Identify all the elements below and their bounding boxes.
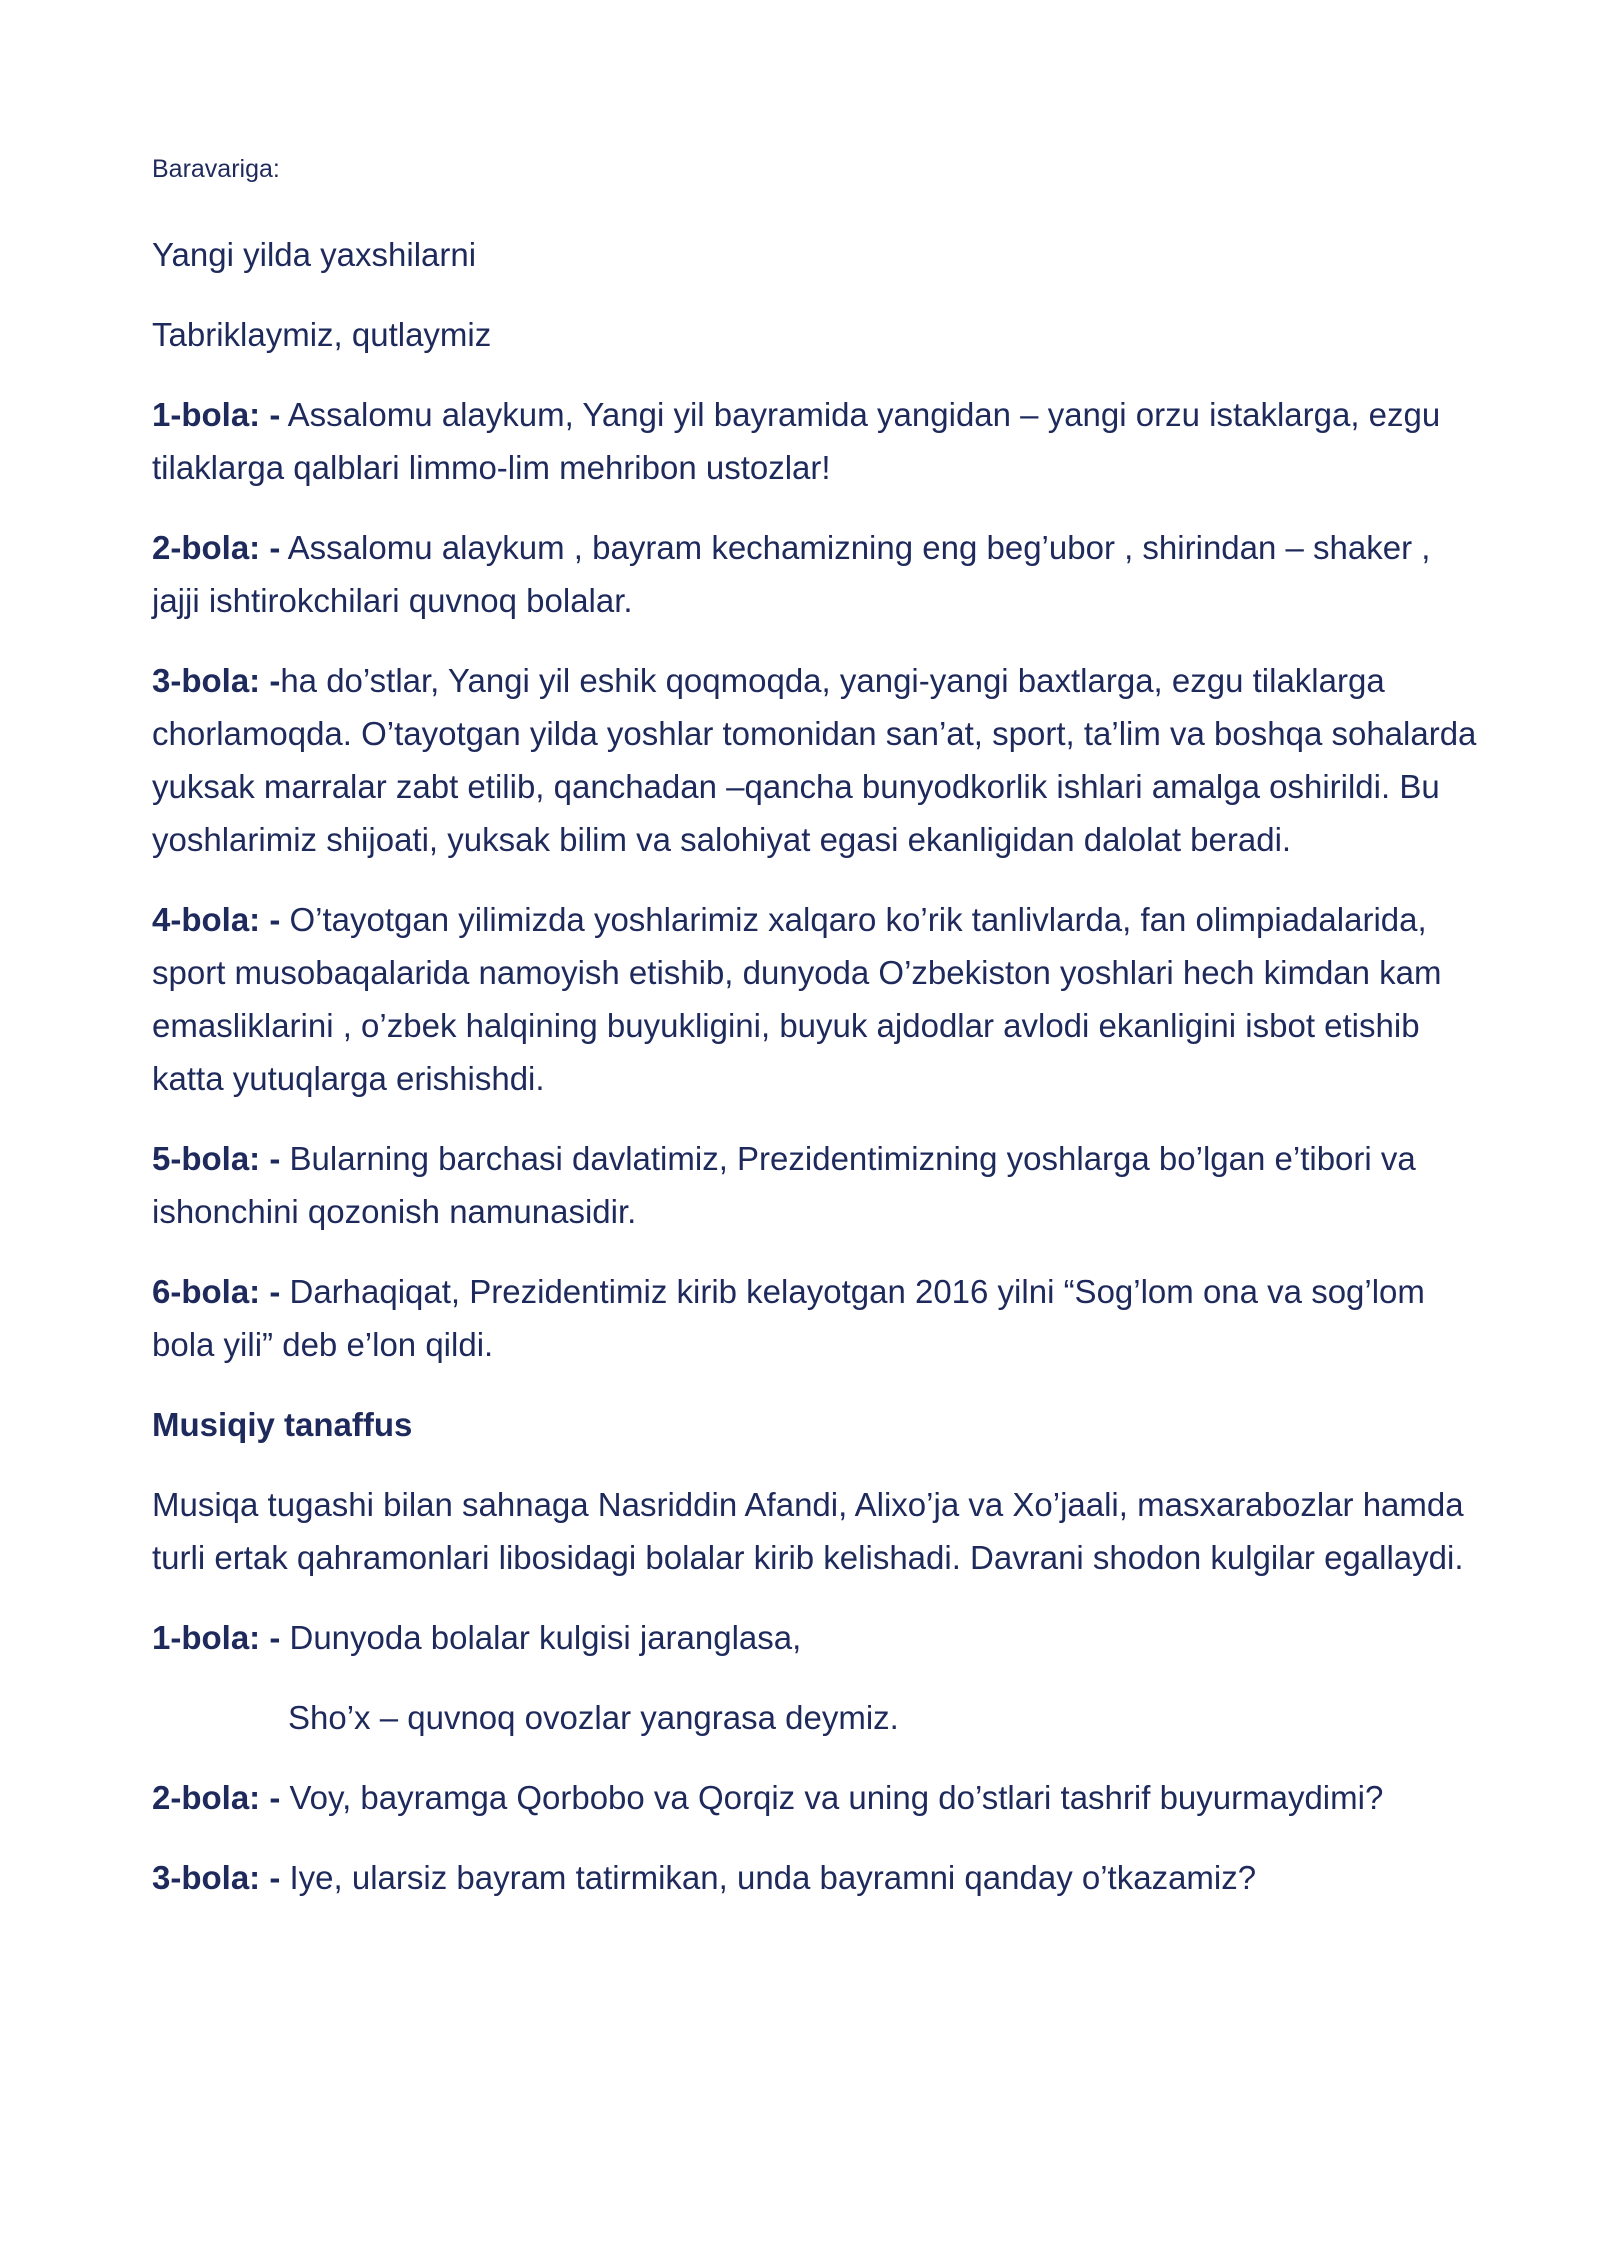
dialog-text: O’tayotgan yilimizda yoshlarimiz xalqaro ko’rik tanlivlarda, fan olimpiadalarida, sport musobaqalarida namoyish etishib, dunyoda O’zbekiston yoshlari hech kimdan kam emasliklarini , o’zbek halqining buyukligini, buyuk ajdodlar avlodi ekanligini isbot etishib katta yutuqlarga erishishdi.	[152, 901, 1442, 1097]
speaker-label: 1-bola: -	[152, 1619, 281, 1656]
dialog-line-3	[152, 654, 1482, 866]
dialog2-line-2	[152, 1771, 1482, 1824]
speaker-label: 1-bola: -	[152, 396, 281, 433]
dialog-text: Darhaqiqat, Prezidentimiz kirib kelayotgan 2016 yilni “Sog’lom ona va sog’lom bola yili” deb e’lon qildi.	[152, 1273, 1425, 1363]
poem-line-2: Tabriklaymiz, qutlaymiz	[152, 316, 492, 353]
dialog-text: Assalomu alaykum, Yangi yil bayramida yangidan – yangi orzu istaklarga, ezgu tilaklarga qalblari limmo-lim mehribon ustozlar!	[152, 396, 1441, 486]
dialog-text: ha do’stlar, Yangi yil eshik qoqmoqda, yangi-yangi baxtlarga, ezgu tilaklarga chorlamoqda. O’tayotgan yilda yoshlar tomonidan san’at, sport, ta’lim va boshqa sohalarda yuksak marralar zabt etilib, qanchadan –qancha bunyodkorlik ishlari amalga oshirildi. Bu yoshlarimiz shijoati, yuksak bilim va salohiyat egasi ekanligidan dalolat beradi.	[152, 662, 1477, 858]
dialog-text: Bularning barchasi davlatimiz, Prezidentimizning yoshlarga bo’lgan e’tibori va ishonchini qozonish namunasidir.	[152, 1140, 1416, 1230]
speaker-label: 4-bola: -	[152, 901, 281, 938]
speaker-label: 3-bola: -	[152, 662, 281, 699]
dialog-line-6	[152, 1265, 1482, 1371]
section-heading: Musiqiy tanaffus	[152, 1406, 413, 1443]
speaker-label: 5-bola: -	[152, 1140, 281, 1177]
dialog-line-4	[152, 893, 1482, 1105]
dialog-text: Iye, ularsiz bayram tatirmikan, unda bayramni qanday o’tkazamiz?	[280, 1859, 1257, 1896]
dialog-text: Dunyoda bolalar kulgisi jaranglasa,	[280, 1619, 802, 1656]
speaker-label: 2-bola: -	[152, 1779, 281, 1816]
dialog2-line-1	[152, 1611, 1482, 1664]
document-page	[152, 150, 1482, 1931]
intro-line: Baravariga:	[152, 155, 280, 183]
dialog2-line-3	[152, 1851, 1482, 1904]
narration: Musiqa tugashi bilan sahnaga Nasriddin Afandi, Alixo’ja va Xo’jaali, masxarabozlar hamda turli ertak qahramonlari libosidagi bolalar kirib kelishadi. Davrani shodon kulgilar egallaydi.	[152, 1486, 1464, 1576]
poem-line-1: Yangi yilda yaxshilarni	[152, 236, 477, 273]
dialog-text: Assalomu alaykum , bayram kechamizning eng beg’ubor , shirindan – shaker , jajji ishtirokchilari quvnoq bolalar.	[152, 529, 1431, 619]
dialog-line-5	[152, 1132, 1482, 1238]
dialog-text: Voy, bayramga Qorbobo va Qorqiz va uning do’stlari tashrif buyurmaydimi?	[280, 1779, 1384, 1816]
dialog-line-1	[152, 388, 1482, 494]
speaker-label: 2-bola: -	[152, 529, 281, 566]
speaker-label: 3-bola: -	[152, 1859, 281, 1896]
dialog2-indent-line: Sho’x – quvnoq ovozlar yangrasa deymiz.	[288, 1699, 899, 1736]
dialog-line-2	[152, 521, 1482, 627]
speaker-label: 6-bola: -	[152, 1273, 281, 1310]
